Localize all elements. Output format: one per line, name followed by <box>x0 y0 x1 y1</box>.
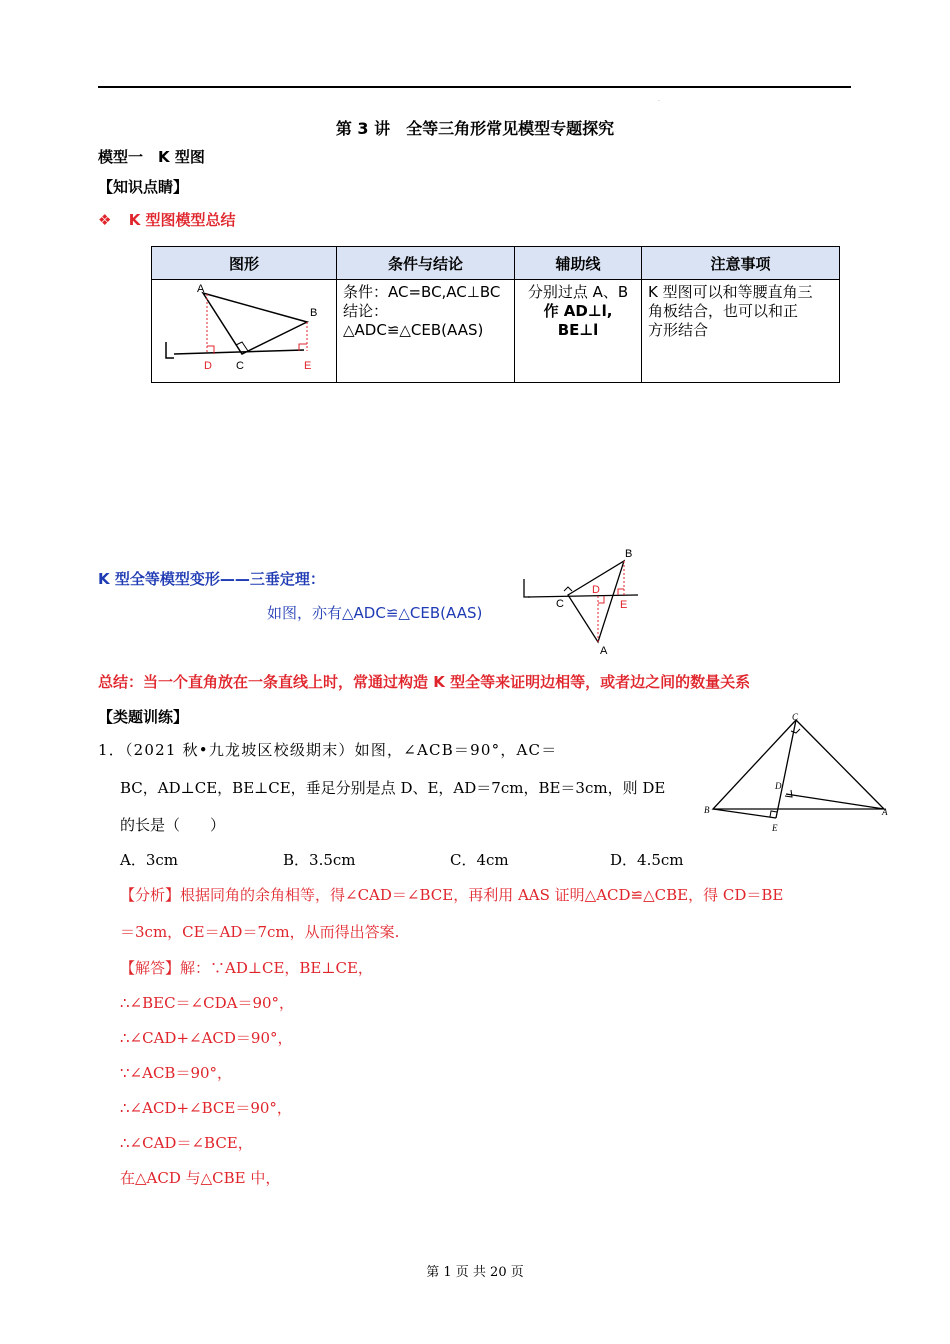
dot-mark: · <box>658 98 660 105</box>
q1-line-3: 的长是（ ） <box>120 816 226 834</box>
q1-option-c[interactable]: C．4cm <box>450 851 509 869</box>
solution-line-3: ∴∠CAD+∠ACD＝90°， <box>120 1029 293 1047</box>
conclusion-label: 结论： <box>343 302 389 320</box>
label-b: B <box>625 548 633 560</box>
k-figure <box>152 280 336 382</box>
summary-heading: K 型图模型总结 <box>128 211 236 229</box>
label-d: D <box>204 360 212 372</box>
aux-lines-cell <box>515 280 642 383</box>
page-footer: 第 1 页 共 20 页 <box>426 1265 524 1280</box>
summary-heading-row <box>98 209 236 230</box>
line-l <box>528 595 638 597</box>
line-be <box>713 809 776 818</box>
note-line-1: K 型图可以和等腰直角三 <box>648 283 813 301</box>
practice-heading: 【类题训练】 <box>98 708 189 726</box>
conditions-cell <box>337 280 515 383</box>
label-e: E <box>304 360 312 372</box>
l-label-mark <box>166 342 174 358</box>
solution-line-4: ∵∠ACB＝90°， <box>120 1064 233 1082</box>
solution-line-2: ∴∠BEC＝∠CDA＝90°， <box>120 994 295 1012</box>
solution-line-5: ∴∠ACD+∠BCE＝90°， <box>120 1099 292 1117</box>
analysis-line-2: ＝3cm，CE＝AD＝7cm，从而得出答案. <box>120 923 400 941</box>
solution-line-7: 在△ACD 与△CBE 中， <box>120 1169 281 1187</box>
summary-text: 总结：当一个直角放在一条直线上时，常通过构造 K 型全等来证明边相等，或者边之间的数量关系 <box>98 673 751 691</box>
condition-line: 条件：AC=BC,AC⊥BC <box>343 283 501 301</box>
header-figure: 图形 <box>152 247 337 280</box>
header-conditions: 条件与结论 <box>337 247 515 280</box>
q1-figure <box>700 710 896 836</box>
k-model-table <box>151 246 840 383</box>
triangle-abc <box>568 561 624 642</box>
label-c: C <box>236 360 244 372</box>
table-row <box>152 280 840 383</box>
label-c: C <box>792 712 799 722</box>
aux-line-3: BE⊥l <box>557 321 599 339</box>
figure-cell <box>152 280 337 383</box>
conclusion-line: △ADC≌△CEB(AAS) <box>343 321 484 339</box>
notes-cell <box>642 280 840 383</box>
variant-text: 如图，亦有△ADC≌△CEB(AAS) <box>267 604 483 622</box>
right-angle-e <box>618 589 624 595</box>
bullet-icon: ❖ <box>98 211 112 229</box>
line-ce <box>776 720 796 818</box>
right-angle-c <box>791 729 800 733</box>
label-b: B <box>704 805 710 815</box>
label-d: D <box>592 584 600 596</box>
aux-line-2: 作 AD⊥l, <box>543 302 613 320</box>
model-heading: 模型一 K 型图 <box>98 148 205 166</box>
q1-option-a[interactable]: A．3cm <box>120 851 179 869</box>
q1-line-1: 1．（2021 秋•九龙坡区校级期末）如图，∠ACB＝90°，AC＝ <box>98 741 558 759</box>
label-b: B <box>310 307 318 319</box>
aux-line-1: 分别过点 A、B <box>527 283 629 301</box>
right-angle-d <box>598 596 604 603</box>
table-header-row <box>152 247 840 280</box>
label-d: D <box>775 781 782 791</box>
line-ad <box>786 794 884 809</box>
q1-option-b[interactable]: B．3.5cm <box>283 851 356 869</box>
right-angle-d <box>785 790 792 797</box>
note-line-2: 角板结合，也可以和正 <box>648 302 799 320</box>
label-a: A <box>600 645 608 657</box>
l-label-mark <box>524 579 530 597</box>
solution-line-6: ∴∠CAD＝∠BCE， <box>120 1134 253 1152</box>
variant-figure <box>518 545 648 657</box>
label-a: A <box>197 283 205 295</box>
header-rule <box>98 86 851 88</box>
analysis-line-1: 【分析】根据同角的余角相等，得∠CAD＝∠BCE，再利用 AAS 证明△ACD≌△CBE，得 CD＝BE <box>120 886 784 904</box>
triangle-abc <box>203 293 307 354</box>
right-angle-c <box>564 587 572 591</box>
q1-line-2: BC，AD⊥CE，BE⊥CE，垂足分别是点 D、E，AD＝7cm，BE＝3cm，则 DE <box>120 779 666 797</box>
label-e: E <box>772 823 778 833</box>
header-notes: 注意事项 <box>642 247 840 280</box>
label-a: A <box>882 807 888 817</box>
note-line-3: 方形结合 <box>648 321 709 339</box>
variant-heading: K 型全等模型变形——三垂定理： <box>98 570 325 588</box>
header-aux-lines: 辅助线 <box>515 247 642 280</box>
page-title: 第 3 讲 全等三角形常见模型专题探究 <box>335 119 615 138</box>
label-e: E <box>620 599 628 611</box>
label-c: C <box>556 598 564 610</box>
q1-option-d[interactable]: D．4.5cm <box>610 851 684 869</box>
knowledge-heading: 【知识点睛】 <box>98 178 189 196</box>
solution-line-1: 【解答】解：∵AD⊥CE，BE⊥CE， <box>120 959 373 977</box>
